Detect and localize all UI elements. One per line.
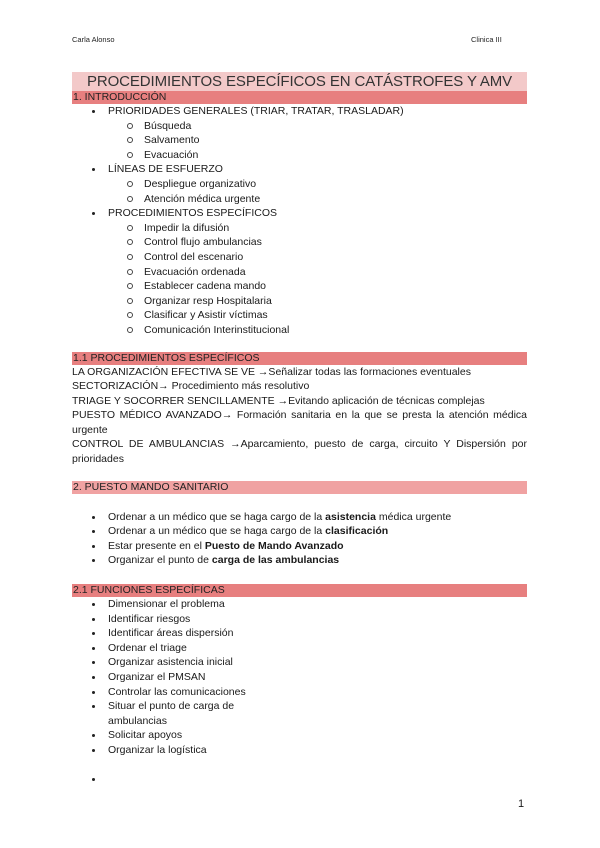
list-item-empty [72, 772, 527, 787]
intro-list [72, 104, 527, 338]
sub-list-item: Salvamento [108, 133, 527, 148]
paragraph-line: SECTORIZACIÓN→ Procedimiento más resolutivo [72, 380, 310, 393]
text-run: Organizar el punto de [108, 554, 212, 567]
sub-list [108, 221, 527, 338]
sub-list-item: Atención médica urgente [108, 192, 527, 207]
header-course: Clinica III [471, 35, 502, 44]
list-item [72, 539, 527, 554]
sub-list-item: Despliegue organizativo [108, 177, 527, 192]
sub-list [108, 177, 527, 206]
section-heading-introduccion: 1. INTRODUCCIÓN [72, 91, 527, 104]
puesto-mando-list [72, 510, 527, 568]
section-heading-funciones: 2.1 FUNCIONES ESPECÍFICAS [72, 584, 527, 597]
header-author: Carla Alonso [72, 35, 115, 44]
bold-term: clasificación [325, 525, 389, 538]
list-item: Organizar asistencia inicial [108, 656, 233, 669]
sub-list-item: Impedir la difusión [108, 221, 527, 236]
paragraph-line: PUESTO MÉDICO AVANZADO→ Formación sanitaria en la que se presta la atención médica urgente [72, 409, 527, 436]
list-item: Ordenar el triage [108, 641, 187, 654]
document-body [72, 72, 527, 786]
bold-term: asistencia [325, 510, 376, 523]
list-item: Organizar la logística [108, 743, 207, 756]
list-item: Situar el punto de carga de ambulancias [108, 700, 235, 727]
list-item: Identificar riesgos [108, 612, 191, 625]
section-heading-puesto-mando: 2. PUESTO MANDO SANITARIO [72, 481, 527, 494]
list-item [72, 206, 527, 337]
list-item: Dimensionar el problema [108, 598, 225, 611]
sub-list-item: Evacuación ordenada [108, 265, 527, 280]
list-item-label: LÍNEAS DE ESFUERZO [108, 163, 223, 176]
document-title: PROCEDIMIENTOS ESPECÍFICOS EN CATÁSTROFES Y AMV [72, 72, 527, 91]
list-item: Solicitar apoyos [108, 729, 183, 742]
sub-list-item: Búsqueda [108, 119, 527, 134]
list-item-label: PROCEDIMIENTOS ESPECÍFICOS [108, 207, 277, 220]
section-heading-procedimientos: 1.1 PROCEDIMIENTOS ESPECÍFICOS [72, 352, 527, 365]
text-run: Ordenar a un médico que se haga cargo de la [108, 525, 326, 538]
list-item [72, 104, 527, 162]
page-number: 1 [518, 798, 525, 810]
list-item [72, 510, 527, 525]
sub-list-item: Control del escenario [108, 250, 527, 265]
bold-term: Puesto de Mando Avanzado [204, 539, 344, 552]
list-item [72, 553, 527, 568]
sub-list-item: Evacuación [108, 148, 527, 163]
list-item [72, 162, 527, 206]
list-item: Controlar las comunicaciones [108, 685, 246, 698]
sub-list-item: Clasificar y Asistir víctimas [108, 308, 527, 323]
sub-list-item: Comunicación Interinstitucional [108, 323, 527, 338]
text-run: Ordenar a un médico que se haga cargo de la [108, 510, 326, 523]
list-item [72, 524, 527, 539]
sub-list [108, 119, 527, 163]
list-item-label: PRIORIDADES GENERALES (TRIAR, TRATAR, TRASLADAR) [108, 105, 404, 117]
bold-term: carga de las ambulancias [211, 554, 340, 567]
paragraph-line: CONTROL DE AMBULANCIAS →Aparcamiento, puesto de carga, circuito Y Dispersión por prioridades [72, 438, 527, 466]
paragraph-line: TRIAGE Y SOCORRER SENCILLAMENTE →Evitando aplicación de técnicas complejas [72, 394, 485, 407]
funciones-list [72, 597, 527, 786]
list-item: Organizar el PMSAN [108, 671, 206, 683]
paragraph-line: LA ORGANIZACIÓN EFECTIVA SE VE →Señalizar todas las formaciones eventuales [72, 365, 471, 378]
sub-list-item: Establecer cadena mando [108, 279, 527, 294]
sub-list-item: Control flujo ambulancias [108, 235, 527, 250]
text-run: Estar presente en el [108, 539, 205, 552]
sub-list-item: Organizar resp Hospitalaria [108, 294, 527, 309]
text-run: médica urgente [375, 510, 452, 523]
list-item: Identificar áreas dispersión [108, 627, 234, 640]
